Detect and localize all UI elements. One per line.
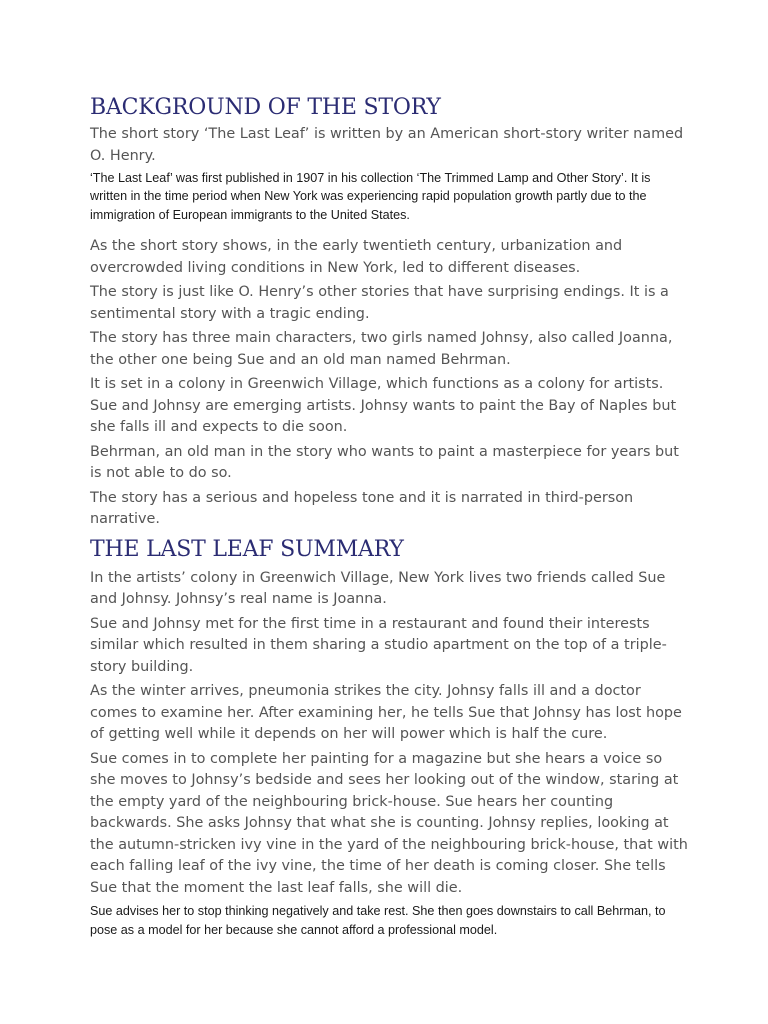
paragraph: Sue comes in to complete her painting for a magazine but she hears a voice so she moves to Johnsy’s bedside and sees her looking out of the window, staring at the empty yard of the neighbouring brick-house. Sue hears her counting backwards. She asks Johnsy that what she is counting. Johnsy replies, looking at the autumn-stricken ivy vine in the yard of the neighbouring brick-house, that with each falling leaf of the ivy vine, the time of her death is coming closer. She tells Sue that the moment the last leaf falls, she will die. — [90, 750, 688, 896]
paragraph: Sue and Johnsy met for the first time in a restaurant and found their interests similar which resulted in them sharing a studio apartment on the top of a triple-story building. — [90, 615, 667, 675]
paragraph: The story has a serious and hopeless tone and it is narrated in third-person narrative. — [90, 489, 634, 528]
paragraph: The short story ‘The Last Leaf’ is written by an American short-story writer named O. Henry. — [90, 126, 684, 164]
paragraph: Behrman, an old man in the story who wants to paint a masterpiece for years but is not able to do so. — [90, 443, 679, 482]
paragraph: The story has three main characters, two girls named Johnsy, also called Joanna, the other one being Sue and an old man named Behrman. — [90, 330, 673, 368]
paragraph: It is set in a colony in Greenwich Village, which functions as a colony for artists. Sue and Johnsy are emerging artists. Johnsy wants to paint the Bay of Naples but she falls ill and expects to die soon. — [90, 376, 677, 436]
paragraph-small: Sue advises her to stop thinking negatively and take rest. She then goes downstairs to call Behrman, to pose as a model for her because she cannot afford a professional model. — [90, 904, 666, 937]
paragraph: As the winter arrives, pneumonia strikes the city. Johnsy falls ill and a doctor comes to examine her. After examining her, he tells Sue that Johnsy has lost hope of getting well while it depends on her will power which is half the cure. — [90, 683, 682, 743]
document-page — [90, 93, 690, 939]
paragraph-small: ‘The Last Leaf’ was first published in 1907 in his collection ‘The Trimmed Lamp and Other Story’. It is written in the time period when New York was experiencing rapid population growth partly due to the immigration of European immigrants to the United States. — [90, 171, 651, 222]
section-heading-summary: THE LAST LEAF SUMMARY — [90, 536, 404, 562]
paragraph: In the artists’ colony in Greenwich Village, New York lives two friends called Sue and Johnsy. Johnsy’s real name is Joanna. — [90, 569, 666, 608]
paragraph: As the short story shows, in the early twentieth century, urbanization and overcrowded living conditions in New York, led to different diseases. — [90, 238, 623, 276]
section-heading-background: BACKGROUND OF THE STORY — [90, 95, 441, 120]
paragraph: The story is just like O. Henry’s other stories that have surprising endings. It is a sentimental story with a tragic ending. — [90, 284, 669, 322]
